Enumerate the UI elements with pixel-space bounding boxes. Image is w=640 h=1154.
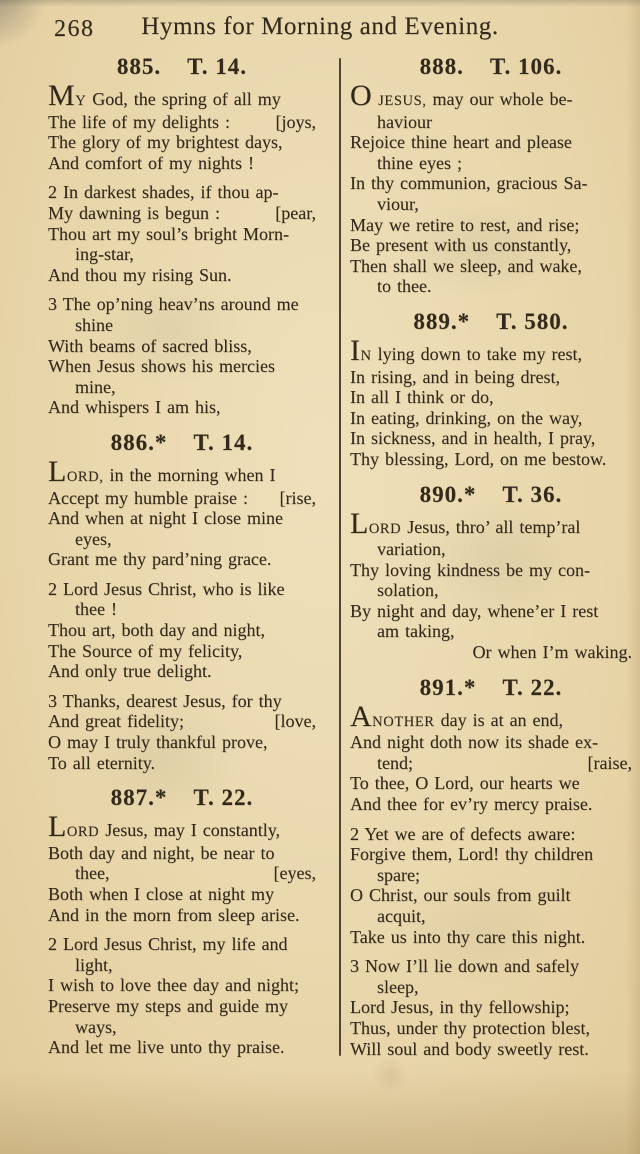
hymn-line-text: Forgive them, Lord! thy children [350,844,594,865]
hymn-line-text: The life of my delights : [48,111,230,132]
hymn-line [350,642,632,663]
hymn-line [350,927,632,948]
hymn-line-text: sleep, [377,976,419,997]
hymn-line-text: viour, [377,193,419,214]
hymn-line-text: The Source of my felicity, [48,640,243,661]
hymn-line [48,294,316,315]
hymn-line-text: O Christ, our souls from guilt [350,885,571,906]
hymn-line-text: And when at night I close mine [48,508,283,529]
hymn-heading [48,54,316,80]
hymn-number: 891.* [419,674,477,700]
hymn-line-text: shine [75,314,113,335]
hymn-line-text: 3 Now I’ll lie down and safely [350,956,579,977]
hymn-line-text: In sickness, and in health, I pray, [350,428,596,449]
hymn-line [350,956,632,977]
hymn-line [48,711,316,732]
hymn-line-text: Grant me thy pard’ning grace. [48,549,272,570]
hymn-line [350,333,632,367]
hymn-heading [48,785,316,811]
hymn-heading [48,430,316,456]
hymn-line-text: And night doth now its shade ex- [350,732,598,753]
hymn-line-text: Thy loving kindness be my con- [350,559,590,580]
hymn-line [48,641,316,662]
hymn-line-text: Lord Jesus, in thy fellowship; [350,997,570,1018]
hymn-verse [350,79,632,297]
hymn-tune-number: T. 580. [496,308,569,334]
small-caps-text: N [360,347,372,364]
hymn-line [350,194,632,215]
hymn-line-text: To thee, O Lord, our hearts we [350,773,580,794]
hymn-line [350,997,632,1018]
hymn-line-text: 2 Yet we are of defects aware: [350,823,576,844]
hymn-line-text: acquit, [377,906,426,926]
hymn-line [48,955,316,976]
bracket-carryover-text: [rise, [279,487,316,508]
hymn-line [350,408,632,429]
hymn-line-text: And comfort of my nights ! [48,152,254,173]
hymn-line [350,428,632,449]
hymn-line [48,1017,316,1038]
hymn-number: 886.* [110,429,168,455]
initial-capital: L [48,810,67,844]
hymn-verse [48,579,316,682]
hymn-line [48,132,316,153]
hymn-line [48,508,316,529]
hymn-verse [350,506,632,663]
hymn-line-text: In eating, drinking, on the way, [350,407,583,428]
hymn-number: 885. [116,54,162,79]
hymn-heading [350,54,632,80]
hymn-line [48,732,316,753]
hymn-line [350,79,632,112]
hymn-block [48,785,316,1058]
hymn-line-text: Accept my humble praise : [48,487,248,508]
hymn-line [350,539,632,560]
hymn-line-text: LORD Jesus, thro’ all temp’ral [350,506,581,540]
hymn-tune-number: T. 36. [502,481,563,507]
initial-capital: I [350,333,361,367]
hymn-line [48,224,316,245]
hymn-verse [48,934,316,1058]
hymn-line-text: OJESUS, may our whole be- [350,79,573,112]
hymn-line [48,336,316,357]
hymn-number: 887.* [110,785,168,811]
hymn-line [350,153,632,174]
hymn-line-text: 2 Lord Jesus Christ, my life and [48,934,288,955]
hymn-line-text: When Jesus shows his mercies [48,356,275,377]
page-title: Hymns for Morning and Evening. [141,13,499,40]
hymn-line-text: Preserve my steps and guide my [48,995,288,1016]
hymn-tune-number: T. 22. [193,785,254,811]
hymn-line [350,132,632,153]
hymn-line-text: thee ! [75,599,117,620]
hymn-line-text: mine, [75,376,116,397]
hymn-line [48,244,316,265]
hymn-line-text: With beams of sacred bliss, [48,335,252,356]
hymn-line [48,843,316,864]
initial-capital: L [48,454,67,488]
hymn-line [48,691,316,712]
hymn-line-text: 3 Thanks, dearest Jesus, for thy [48,690,282,711]
hymn-line [350,699,632,733]
hymn-line [48,79,316,112]
hymn-line [350,885,632,906]
hymn-line [350,773,632,794]
hymn-block [350,675,632,1060]
hymn-line-text: My dawning is begun : [48,202,220,223]
bracket-carryover-text: [pear, [275,202,316,223]
hymn-line [48,905,316,926]
hymn-line [48,356,316,377]
hymn-line-text: In thy communion, gracious Sa- [350,173,588,194]
hymn-line [350,601,632,622]
hymn-verse [48,79,316,173]
hymn-line [48,996,316,1017]
hymn-tune-number: T. 14. [187,54,248,79]
hymn-line-text: Both day and night, be near to [48,842,275,863]
hymn-tune-number: T. 22. [502,674,563,700]
hymn-line [350,1039,632,1060]
hymn-line [48,620,316,641]
bracket-carryover-text: [eyes, [273,863,316,884]
hymn-line-text: am taking, [377,621,455,642]
small-caps-text: ORD [368,520,402,537]
hymn-line-text: MY God, the spring of all my [48,79,281,112]
hymn-verse [350,956,632,1059]
hymn-line-text: LORD Jesus, may I constantly, [48,810,281,844]
page-header [0,13,640,47]
hymn-line-text: O may I truly thankful prove, [48,732,268,753]
hymn-line-text: In rising, and in being drest, [350,366,560,387]
hymn-line [350,794,632,815]
hymn-line-text: solation, [377,580,439,601]
hymn-line-text: Thy blessing, Lord, on me bestow. [350,448,607,469]
initial-capital: M [48,79,76,112]
hymn-line-text: Thou art, both day and night, [48,620,265,641]
hymn-line [48,182,316,203]
bracket-carryover-text: [joys, [275,111,316,132]
small-caps-text: ORD [66,824,100,841]
hymn-line-text: IN lying down to take my rest, [350,333,583,367]
hymn-block [350,309,632,470]
hymn-line-text: variation, [377,539,446,560]
hymn-line [350,844,632,865]
small-caps-text: NOTHER [372,713,435,730]
hymn-line [350,753,632,774]
hymn-line-text: Will soul and body sweetly rest. [350,1038,589,1059]
bracket-carryover-text: [love, [274,711,316,732]
column-left [0,54,320,1059]
hymn-line [48,377,316,398]
hymn-line [48,753,316,774]
hymn-line [350,621,632,642]
small-caps-text: Y [75,93,87,109]
hymn-line [350,215,632,236]
hymn-line-text: May we retire to rest, and rise; [350,214,580,235]
hymn-line [48,599,316,620]
hymn-line [48,315,316,336]
hymn-verse [350,699,632,815]
hymn-line [350,173,632,194]
hymn-verse [48,454,316,570]
hymn-line [350,906,632,927]
hymn-line-text: spare; [377,864,420,885]
hymn-line-text: LORD, in the morning when I [48,454,276,488]
hymn-line-text: And thou my rising Sun. [48,264,232,285]
hymn-line [48,810,316,844]
hymn-number: 888. [419,54,464,79]
hymn-number: 889.* [413,308,471,334]
hymn-line [350,112,632,133]
hymn-line-text: Both when I close at night my [48,884,274,904]
hymn-line-text: Take us into thy care this night. [350,926,586,947]
hymn-line-text: Or when I’m waking. [472,642,632,663]
hymn-line-text: To all eternity. [48,752,156,773]
hymn-line-text: eyes, [75,528,112,549]
hymn-verse [48,294,316,418]
hymn-line-text: In all I think or do, [350,387,494,408]
hymn-line-text: to thee. [377,276,432,297]
hymn-line [350,235,632,256]
hymn-line-text: And great fidelity; [48,711,184,732]
hymn-line-text: 2 In darkest shades, if thou ap- [48,182,279,203]
hymn-block [350,54,632,297]
hymn-line-text: light, [75,954,113,975]
hymn-verse [48,182,316,285]
hymn-line [350,256,632,277]
hymn-line [48,1037,316,1058]
hymn-line [350,1018,632,1039]
hymn-line-text: ANOTHER day is at an end, [350,699,564,733]
hymn-line [350,865,632,886]
hymn-line [350,367,632,388]
hymn-line-text: ing-star, [75,244,134,265]
hymn-line-text: haviour [377,111,432,132]
hymn-line-text: 3 The op’ning heav’ns around me [48,294,299,315]
page-number: 268 [54,16,95,42]
hymn-line-text: By night and day, whene’er I rest [350,600,599,621]
hymn-line [48,203,316,224]
hymn-line-text: And in the morn from sleep arise. [48,904,300,925]
small-caps-text: JESUS, [378,93,427,109]
initial-capital: L [350,506,369,540]
hymn-line-text: 2 Lord Jesus Christ, who is like [48,578,285,599]
hymn-heading [350,309,632,335]
initial-capital: O [350,79,373,112]
hymn-line [48,549,316,570]
hymn-block [48,54,316,418]
hymn-line-text: ways, [75,1016,117,1037]
column-right [320,54,640,1059]
hymn-verse [350,824,632,948]
hymn-verse [350,333,632,470]
hymn-line [48,397,316,418]
hymn-columns [0,54,640,1059]
hymn-line-text: thee, [75,863,110,884]
hymn-block [48,430,316,773]
hymn-line-text: Thou art my soul’s bright Morn- [48,223,289,244]
hymn-line [350,387,632,408]
hymn-line-text: Rejoice thine heart and please [350,132,572,153]
hymn-heading [350,675,632,701]
hymn-line [48,153,316,174]
hymn-line [48,884,316,905]
hymn-line-text: The glory of my brightest days, [48,132,283,153]
hymn-line-text: And only true delight. [48,661,212,682]
hymn-line [350,560,632,581]
initial-capital: A [350,699,373,733]
hymn-line [48,112,316,133]
hymn-line [48,934,316,955]
hymn-line-text: And thee for ev’ry mercy praise. [350,794,593,815]
hymn-line [48,454,316,488]
hymn-line [350,580,632,601]
hymn-heading [350,482,632,508]
hymn-verse [48,691,316,773]
hymn-line-text: tend; [377,752,413,773]
hymn-line-text: thine eyes ; [377,152,462,173]
hymn-line [350,276,632,297]
hymn-line [350,506,632,540]
hymn-block [350,482,632,663]
hymn-line [350,977,632,998]
small-caps-text: ORD, [66,468,104,485]
hymn-tune-number: T. 106. [489,54,563,79]
hymn-line [48,488,316,509]
hymn-line-text: Then shall we sleep, and wake, [350,255,582,276]
hymn-line-text: Be present with us constantly, [350,235,572,256]
hymn-line [48,661,316,682]
hymn-line-text: I wish to love thee day and night; [48,975,299,996]
hymn-verse [48,810,316,925]
hymn-line [350,824,632,845]
hymn-line-text: And whispers I am his, [48,397,221,418]
hymn-line [350,449,632,470]
hymn-number: 890.* [419,481,477,507]
hymn-line-text: Thus, under thy protection blest, [350,1017,590,1038]
hymn-line [48,529,316,550]
hymn-line-text: And let me live unto thy praise. [48,1037,285,1058]
bracket-carryover-text: [raise, [587,752,632,773]
hymn-line [48,863,316,884]
hymn-line [48,265,316,286]
hymn-line [350,732,632,753]
hymn-tune-number: T. 14. [193,429,254,455]
hymn-line [48,975,316,996]
hymn-line [48,579,316,600]
